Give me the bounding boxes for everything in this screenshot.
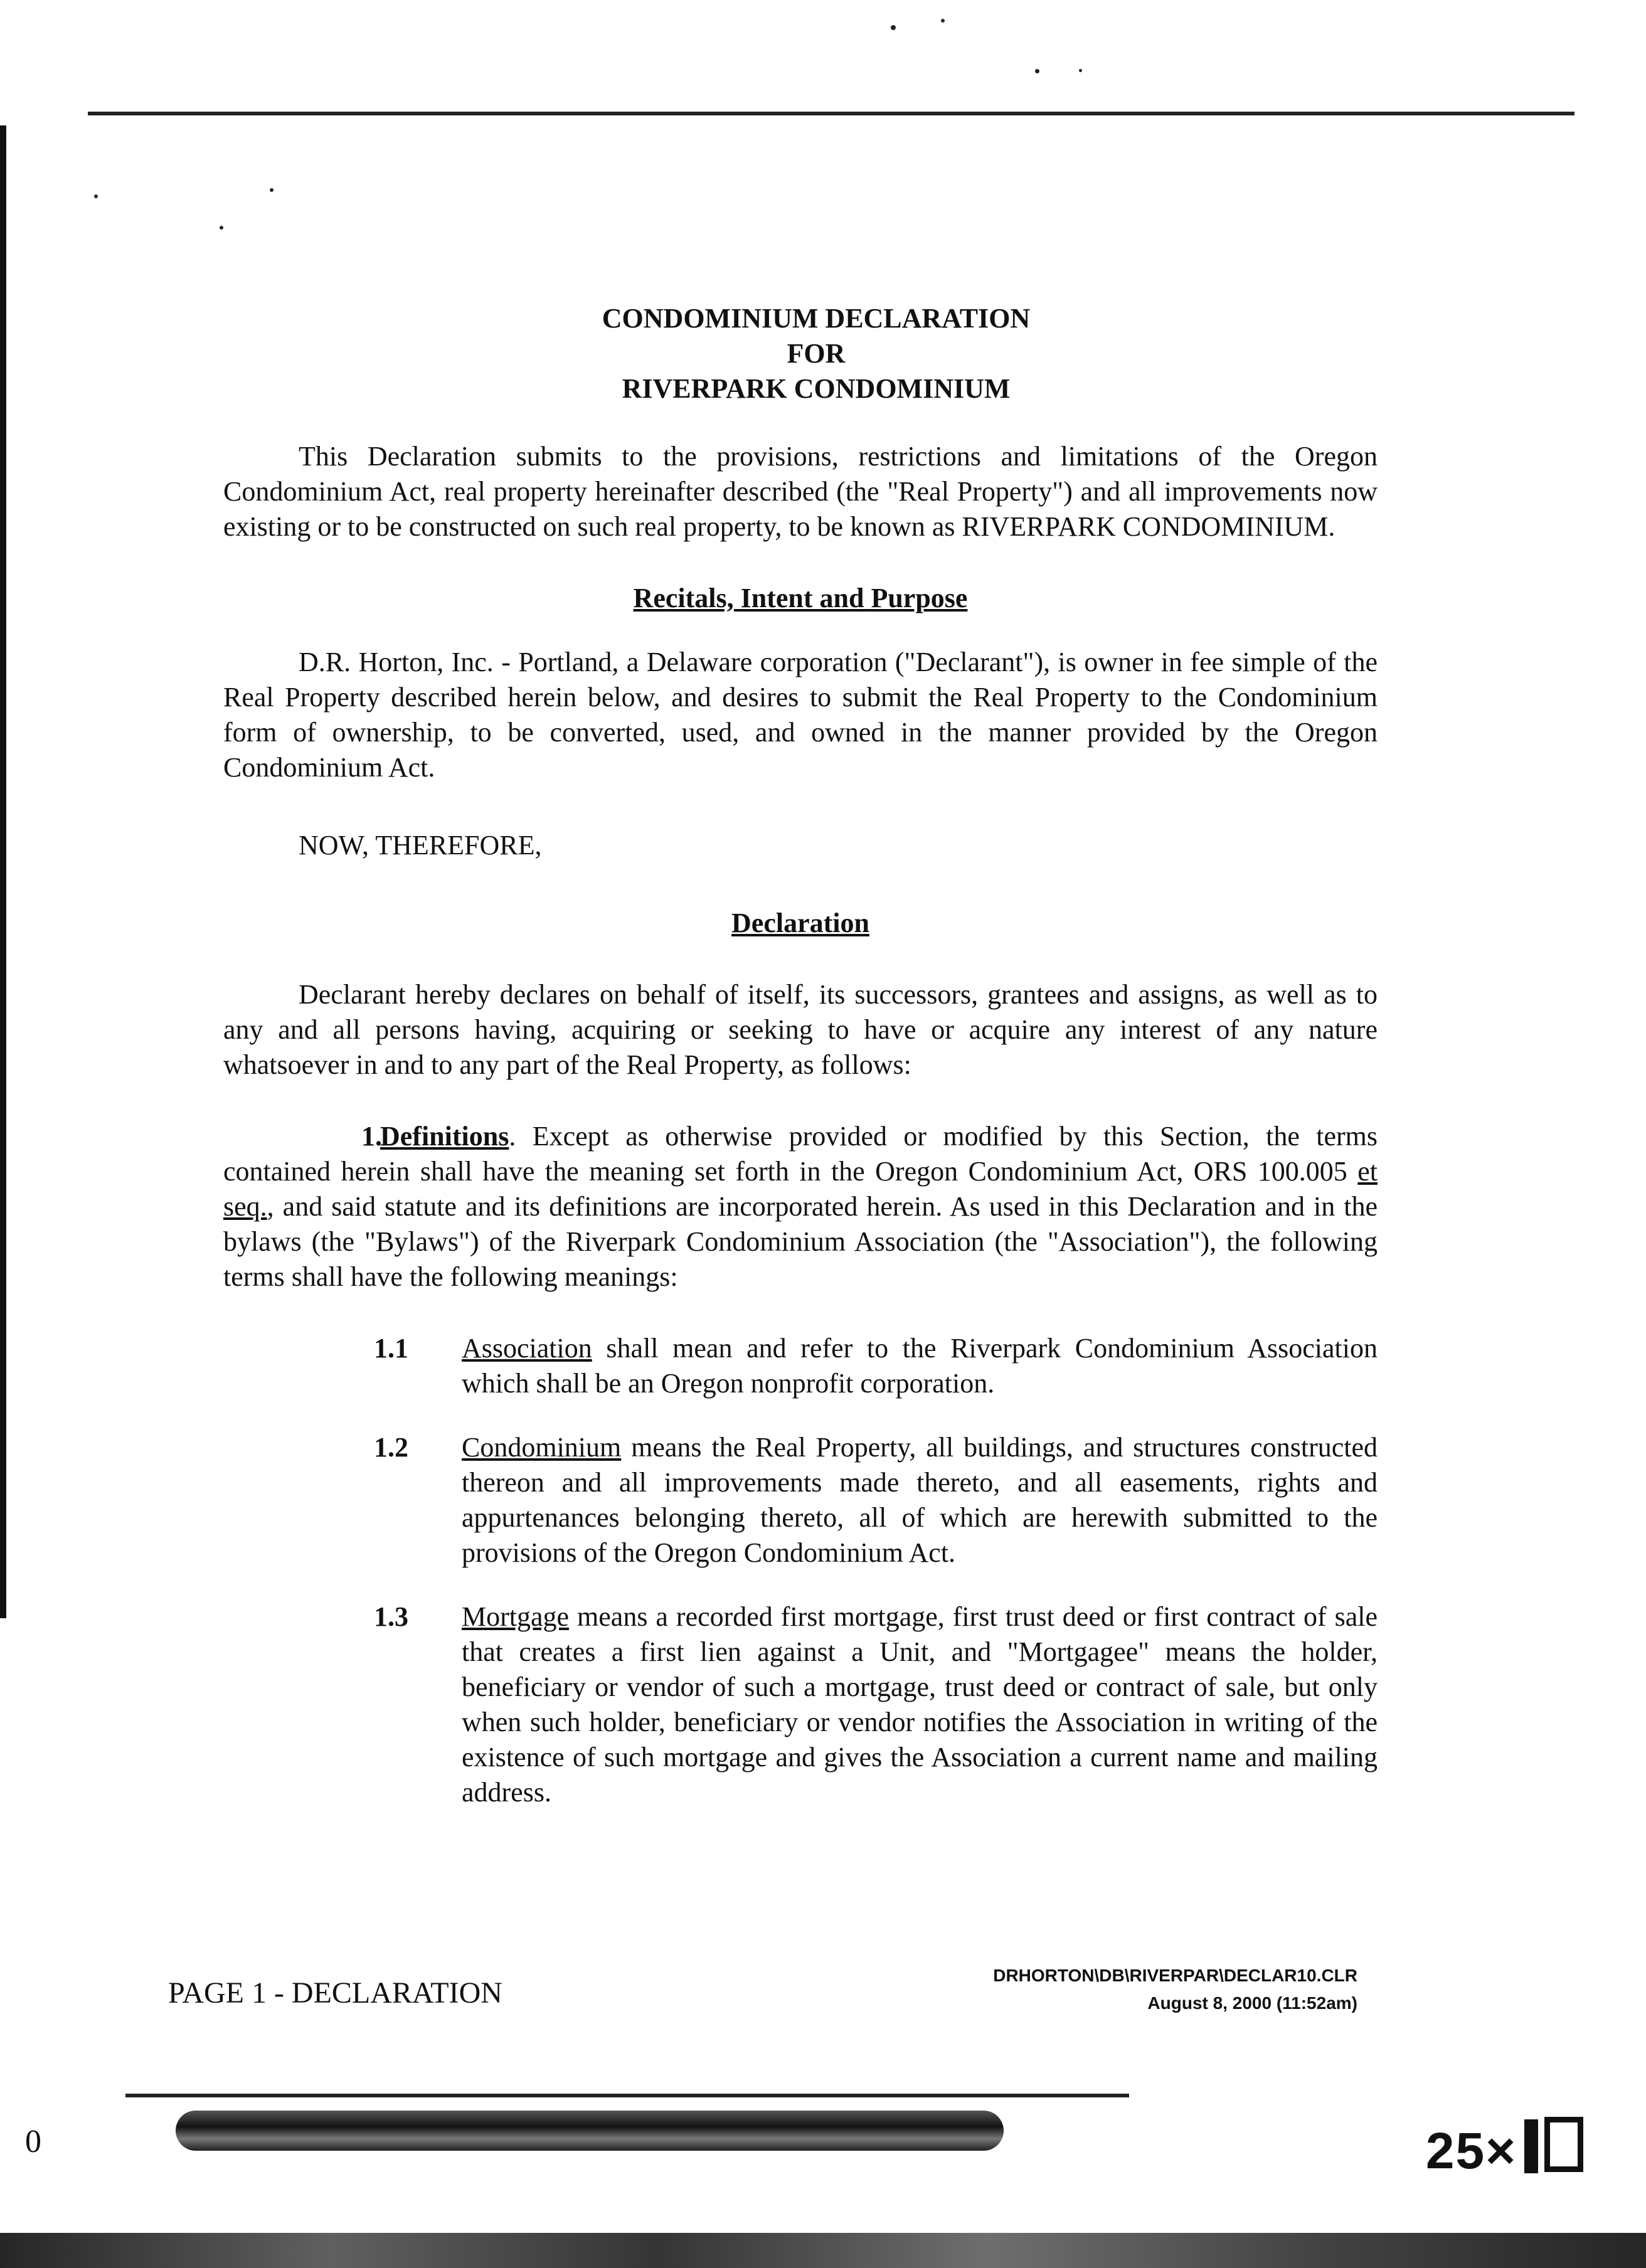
now-therefore: NOW, THEREFORE, (299, 830, 542, 861)
scan-speck (1079, 69, 1082, 72)
section-1-et-seq: et seq. (223, 1156, 1378, 1222)
definition-number: 1.2 (374, 1432, 408, 1463)
section-1-heading: Definitions (380, 1121, 509, 1152)
stamp-bar-glyph (1524, 2119, 1538, 2173)
definition-body: shall mean and refer to the Riverpark Condominium Association which shall be an Oregon nonprofit corporation. (462, 1333, 1378, 1399)
intro-paragraph: This Declaration submits to the provisions, restrictions and limitations of the Oregon Condominium Act, real property hereinafter described (the "Real Property") and all improvements now existing or to be constructed on such real property, to be known as RIVERPARK CONDOMINIUM. (223, 441, 1378, 542)
title-line-2: FOR (787, 338, 846, 369)
scan-edge-bottom (125, 2094, 1129, 2097)
definition-body: means a recorded first mortgage, first trust deed or first contract of sale that creates a first lien against a Unit, and "Mortgagee" means the holder, beneficiary or vendor of such a mortgage, trust deed or contract of sale, but only when such holder, beneficiary or vendor notifies the Association in writing of the existence of such mortgage and gives the Association a current name and mailing address. (462, 1601, 1378, 1808)
document-title (223, 301, 1378, 406)
definition-number: 1.3 (374, 1601, 408, 1632)
scan-edge-left (0, 125, 6, 1618)
recitals-paragraph: D.R. Horton, Inc. - Portland, a Delaware corporation ("Declarant"), is owner in fee simple of the Real Property described herein below, and desires to submit the Real Property to the Condominium form of ownership, to be converted, used, and owned in the manner provided by the Oregon Condominium Act. (223, 647, 1378, 783)
scan-noise-strip (0, 2233, 1646, 2268)
definition-term: Mortgage (462, 1601, 570, 1632)
file-reference (993, 1962, 1357, 2017)
declaration-paragraph: Declarant hereby declares on behalf of itself, its successors, grantees and assigns, as well as to any and all persons having, acquiring or seeking to have or acquire any interest of any nature whatsoever in and to any part of the Real Property, as follows: (223, 979, 1378, 1080)
file-path: DRHORTON\DB\RIVERPAR\DECLAR10.CLR (993, 1966, 1357, 1985)
scan-speck (94, 194, 98, 198)
title-line-1: CONDOMINIUM DECLARATION (602, 303, 1031, 334)
file-date: August 8, 2000 (11:52am) (1147, 1993, 1357, 2013)
section-1-paragraph (223, 1119, 1378, 1295)
definition-term: Condominium (462, 1432, 622, 1463)
definition-body: means the Real Property, all buildings, and structures constructed thereon and all improvements made thereto, and all easements, rights and appurtenances belonging thereto, all of which are herewith submitted to the provisions of the Oregon Condominium Act. (462, 1432, 1378, 1568)
corner-mark: 0 (25, 2124, 41, 2159)
definition-term: Association (462, 1333, 592, 1364)
recitals-heading: Recitals, Intent and Purpose (633, 583, 968, 613)
scan-edge-top (88, 112, 1574, 115)
scan-speck (891, 25, 896, 30)
page-label: PAGE 1 - DECLARATION (168, 1976, 502, 2010)
section-1-text-a: . Except as otherwise provided or modified by this Section, the terms contained herein shall have the meaning set forth in the Oregon Condominium Act, ORS 100.005 (223, 1121, 1378, 1187)
scan-speck (941, 19, 945, 23)
scan-speck (220, 226, 223, 230)
definition-item (374, 1331, 1378, 1401)
scan-speck (270, 188, 273, 192)
title-line-3: RIVERPARK CONDOMINIUM (622, 373, 1011, 404)
reduction-stamp-text: 25× (1425, 2122, 1517, 2180)
definition-text (462, 1331, 1378, 1401)
section-1-number: 1. (361, 1121, 382, 1152)
reduction-stamp (1426, 2117, 1583, 2181)
document-page (223, 301, 1378, 1810)
stamp-box-glyph (1544, 2117, 1583, 2172)
declaration-heading: Declaration (731, 908, 869, 938)
scan-smear (176, 2111, 1004, 2151)
scan-speck (1035, 69, 1039, 73)
definition-text (462, 1599, 1378, 1810)
definition-item (374, 1430, 1378, 1571)
definition-item (374, 1599, 1378, 1810)
definition-number: 1.1 (374, 1333, 408, 1364)
definition-text (462, 1430, 1378, 1571)
section-1-text-b: , and said statute and its definitions are incorporated herein. As used in this Declaration and in the bylaws (the "Bylaws") of the Riverpark Condominium Association (the "Association"), the following terms shall have the following meanings: (223, 1191, 1378, 1292)
